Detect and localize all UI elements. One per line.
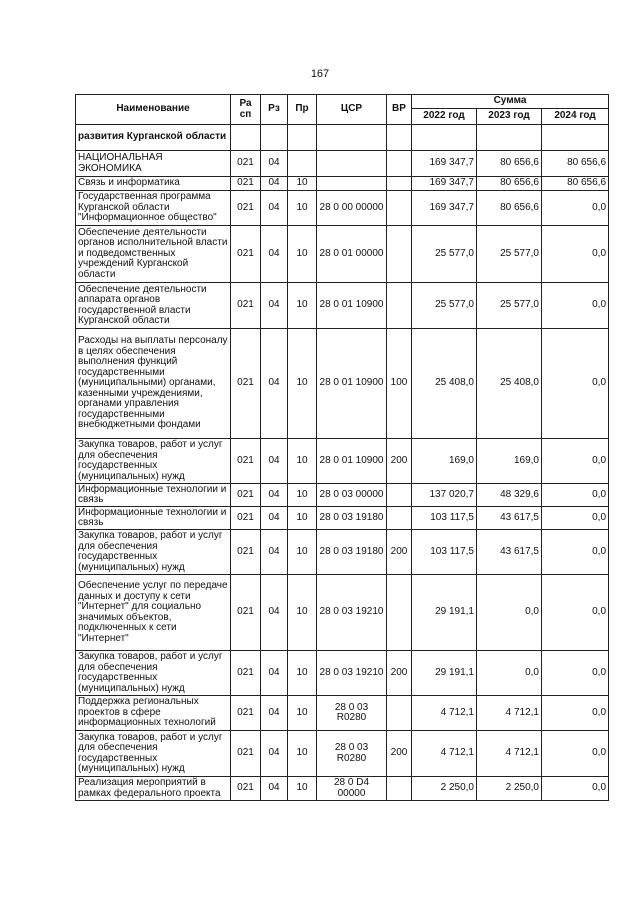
cell-rasp: 021 bbox=[231, 507, 261, 530]
cell-pr: 10 bbox=[288, 651, 317, 696]
table-row bbox=[76, 151, 609, 177]
cell-name: Закупка товаров, работ и услуг для обеспечения государственных (муниципальных) нужд bbox=[76, 530, 231, 575]
cell-2022: 103 117,5 bbox=[412, 530, 477, 575]
cell-rz bbox=[261, 125, 288, 151]
cell-vr bbox=[387, 777, 412, 801]
cell-vr bbox=[387, 177, 412, 191]
cell-rz: 04 bbox=[261, 777, 288, 801]
cell-rasp: 021 bbox=[231, 530, 261, 575]
cell-rasp: 021 bbox=[231, 191, 261, 226]
cell-2024: 0,0 bbox=[542, 696, 609, 731]
cell-vr bbox=[387, 575, 412, 651]
cell-rasp: 021 bbox=[231, 651, 261, 696]
cell-csr: 28 0 03 19180 bbox=[317, 507, 387, 530]
cell-vr: 200 bbox=[387, 731, 412, 777]
cell-2023: 25 577,0 bbox=[477, 226, 542, 283]
page-number: 167 bbox=[310, 68, 330, 80]
cell-2024: 0,0 bbox=[542, 484, 609, 507]
cell-2022: 137 020,7 bbox=[412, 484, 477, 507]
cell-2023: 43 617,5 bbox=[477, 530, 542, 575]
table-row bbox=[76, 191, 609, 226]
cell-rz: 04 bbox=[261, 575, 288, 651]
cell-2022: 4 712,1 bbox=[412, 696, 477, 731]
cell-2024: 0,0 bbox=[542, 575, 609, 651]
cell-vr bbox=[387, 283, 412, 329]
cell-2024 bbox=[542, 125, 609, 151]
cell-2024: 0,0 bbox=[542, 507, 609, 530]
cell-2024: 80 656,6 bbox=[542, 151, 609, 177]
table-row bbox=[76, 283, 609, 329]
cell-2023: 80 656,6 bbox=[477, 151, 542, 177]
cell-2024: 80 656,6 bbox=[542, 177, 609, 191]
cell-pr: 10 bbox=[288, 777, 317, 801]
cell-2022: 4 712,1 bbox=[412, 731, 477, 777]
cell-csr: 28 0 03 R0280 bbox=[317, 731, 387, 777]
cell-2024: 0,0 bbox=[542, 731, 609, 777]
header-sum: Сумма bbox=[412, 95, 609, 109]
cell-name: Информационные технологии и связь bbox=[76, 484, 231, 507]
cell-2022: 169 347,7 bbox=[412, 151, 477, 177]
cell-rasp: 021 bbox=[231, 226, 261, 283]
cell-rz: 04 bbox=[261, 696, 288, 731]
cell-2023: 25 408,0 bbox=[477, 329, 542, 439]
cell-name: Обеспечение деятельности аппарата органов государственной власти Курганской области bbox=[76, 283, 231, 329]
table-row bbox=[76, 177, 609, 191]
cell-rz: 04 bbox=[261, 283, 288, 329]
cell-rasp bbox=[231, 125, 261, 151]
cell-pr bbox=[288, 125, 317, 151]
cell-2024: 0,0 bbox=[542, 530, 609, 575]
cell-name: Связь и информатика bbox=[76, 177, 231, 191]
cell-2022: 25 577,0 bbox=[412, 283, 477, 329]
table-row bbox=[76, 329, 609, 439]
cell-csr bbox=[317, 125, 387, 151]
cell-2022: 29 191,1 bbox=[412, 651, 477, 696]
table-row bbox=[76, 439, 609, 484]
cell-pr: 10 bbox=[288, 731, 317, 777]
cell-rasp: 021 bbox=[231, 575, 261, 651]
table-row bbox=[76, 696, 609, 731]
cell-vr bbox=[387, 696, 412, 731]
cell-2024: 0,0 bbox=[542, 191, 609, 226]
cell-vr: 200 bbox=[387, 530, 412, 575]
cell-rasp: 021 bbox=[231, 177, 261, 191]
cell-2022: 25 408,0 bbox=[412, 329, 477, 439]
cell-2023: 4 712,1 bbox=[477, 696, 542, 731]
cell-rasp: 021 bbox=[231, 777, 261, 801]
cell-rz: 04 bbox=[261, 439, 288, 484]
cell-rz: 04 bbox=[261, 151, 288, 177]
cell-name: Расходы на выплаты персоналу в целях обеспечения выполнения функций государственными (муниципальными) органами, казенными учреждениями, органами управления государственными внебюджетными фондами bbox=[76, 329, 231, 439]
cell-2024: 0,0 bbox=[542, 651, 609, 696]
cell-2022: 169,0 bbox=[412, 439, 477, 484]
cell-name: Закупка товаров, работ и услуг для обеспечения государственных (муниципальных) нужд bbox=[76, 731, 231, 777]
cell-pr: 10 bbox=[288, 329, 317, 439]
header-2022: 2022 год bbox=[412, 109, 477, 125]
cell-2023: 0,0 bbox=[477, 651, 542, 696]
cell-rasp: 021 bbox=[231, 151, 261, 177]
cell-pr: 10 bbox=[288, 177, 317, 191]
cell-pr: 10 bbox=[288, 484, 317, 507]
cell-rz: 04 bbox=[261, 484, 288, 507]
cell-2023: 43 617,5 bbox=[477, 507, 542, 530]
cell-name: Закупка товаров, работ и услуг для обеспечения государственных (муниципальных) нужд bbox=[76, 439, 231, 484]
cell-vr bbox=[387, 191, 412, 226]
cell-name: развития Курганской области bbox=[76, 125, 231, 151]
cell-2023: 169,0 bbox=[477, 439, 542, 484]
cell-2024: 0,0 bbox=[542, 226, 609, 283]
table-row bbox=[76, 226, 609, 283]
cell-rz: 04 bbox=[261, 226, 288, 283]
header-name: Наименование bbox=[76, 95, 231, 125]
cell-csr: 28 0 D4 00000 bbox=[317, 777, 387, 801]
header-csr: ЦСР bbox=[317, 95, 387, 125]
table-row bbox=[76, 125, 609, 151]
header-pr: Пр bbox=[288, 95, 317, 125]
cell-2023: 80 656,6 bbox=[477, 177, 542, 191]
cell-vr bbox=[387, 151, 412, 177]
cell-vr bbox=[387, 484, 412, 507]
header-rasp: Ра сп bbox=[231, 95, 261, 125]
cell-name: Обеспечение услуг по передаче данных и доступу к сети "Интернет" для социально значимых объектов, подключенных к сети "Интернет" bbox=[76, 575, 231, 651]
cell-rz: 04 bbox=[261, 177, 288, 191]
table-row bbox=[76, 575, 609, 651]
cell-2023: 4 712,1 bbox=[477, 731, 542, 777]
cell-2022: 169 347,7 bbox=[412, 191, 477, 226]
cell-name: Государственная программа Курганской области "Информационное общество" bbox=[76, 191, 231, 226]
cell-csr: 28 0 01 00000 bbox=[317, 226, 387, 283]
cell-2023: 0,0 bbox=[477, 575, 542, 651]
header-2024: 2024 год bbox=[542, 109, 609, 125]
table-row bbox=[76, 651, 609, 696]
cell-rz: 04 bbox=[261, 191, 288, 226]
cell-csr: 28 0 00 00000 bbox=[317, 191, 387, 226]
cell-vr: 200 bbox=[387, 651, 412, 696]
cell-2024: 0,0 bbox=[542, 439, 609, 484]
cell-pr: 10 bbox=[288, 226, 317, 283]
table-row bbox=[76, 777, 609, 801]
cell-2022: 29 191,1 bbox=[412, 575, 477, 651]
cell-rz: 04 bbox=[261, 329, 288, 439]
cell-rasp: 021 bbox=[231, 329, 261, 439]
cell-csr: 28 0 01 10900 bbox=[317, 329, 387, 439]
cell-csr: 28 0 03 19180 bbox=[317, 530, 387, 575]
header-vr: ВР bbox=[387, 95, 412, 125]
cell-rz: 04 bbox=[261, 731, 288, 777]
cell-csr bbox=[317, 151, 387, 177]
cell-pr bbox=[288, 151, 317, 177]
cell-2022: 169 347,7 bbox=[412, 177, 477, 191]
table-row bbox=[76, 530, 609, 575]
cell-vr bbox=[387, 125, 412, 151]
cell-pr: 10 bbox=[288, 283, 317, 329]
cell-rz: 04 bbox=[261, 507, 288, 530]
cell-rasp: 021 bbox=[231, 283, 261, 329]
cell-2024: 0,0 bbox=[542, 777, 609, 801]
cell-2024: 0,0 bbox=[542, 283, 609, 329]
cell-2022 bbox=[412, 125, 477, 151]
cell-rasp: 021 bbox=[231, 731, 261, 777]
cell-name: Обеспечение деятельности органов исполнительной власти и подведомственных учреждений Курганской области bbox=[76, 226, 231, 283]
cell-name: НАЦИОНАЛЬНАЯ ЭКОНОМИКА bbox=[76, 151, 231, 177]
cell-pr: 10 bbox=[288, 439, 317, 484]
cell-pr: 10 bbox=[288, 696, 317, 731]
cell-csr: 28 0 01 10900 bbox=[317, 283, 387, 329]
cell-rz: 04 bbox=[261, 651, 288, 696]
cell-rz: 04 bbox=[261, 530, 288, 575]
cell-csr: 28 0 03 00000 bbox=[317, 484, 387, 507]
cell-pr: 10 bbox=[288, 530, 317, 575]
budget-table bbox=[75, 94, 609, 801]
cell-rasp: 021 bbox=[231, 439, 261, 484]
cell-name: Информационные технологии и связь bbox=[76, 507, 231, 530]
cell-pr: 10 bbox=[288, 191, 317, 226]
header-rz: Рз bbox=[261, 95, 288, 125]
cell-csr bbox=[317, 177, 387, 191]
cell-2023: 80 656,6 bbox=[477, 191, 542, 226]
cell-2023: 48 329,6 bbox=[477, 484, 542, 507]
cell-csr: 28 0 03 R0280 bbox=[317, 696, 387, 731]
table-row bbox=[76, 731, 609, 777]
cell-rasp: 021 bbox=[231, 484, 261, 507]
cell-vr: 200 bbox=[387, 439, 412, 484]
table-row bbox=[76, 507, 609, 530]
cell-name: Реализация мероприятий в рамках федерального проекта bbox=[76, 777, 231, 801]
cell-2023: 25 577,0 bbox=[477, 283, 542, 329]
cell-2022: 103 117,5 bbox=[412, 507, 477, 530]
cell-csr: 28 0 03 19210 bbox=[317, 575, 387, 651]
cell-name: Поддержка региональных проектов в сфере информационных технологий bbox=[76, 696, 231, 731]
cell-vr bbox=[387, 226, 412, 283]
header-2023: 2023 год bbox=[477, 109, 542, 125]
cell-2022: 25 577,0 bbox=[412, 226, 477, 283]
cell-vr bbox=[387, 507, 412, 530]
cell-rasp: 021 bbox=[231, 696, 261, 731]
cell-2023: 2 250,0 bbox=[477, 777, 542, 801]
cell-2024: 0,0 bbox=[542, 329, 609, 439]
cell-csr: 28 0 01 10900 bbox=[317, 439, 387, 484]
cell-vr: 100 bbox=[387, 329, 412, 439]
cell-csr: 28 0 03 19210 bbox=[317, 651, 387, 696]
table-row bbox=[76, 484, 609, 507]
cell-pr: 10 bbox=[288, 575, 317, 651]
cell-name: Закупка товаров, работ и услуг для обеспечения государственных (муниципальных) нужд bbox=[76, 651, 231, 696]
cell-pr: 10 bbox=[288, 507, 317, 530]
cell-2022: 2 250,0 bbox=[412, 777, 477, 801]
cell-2023 bbox=[477, 125, 542, 151]
